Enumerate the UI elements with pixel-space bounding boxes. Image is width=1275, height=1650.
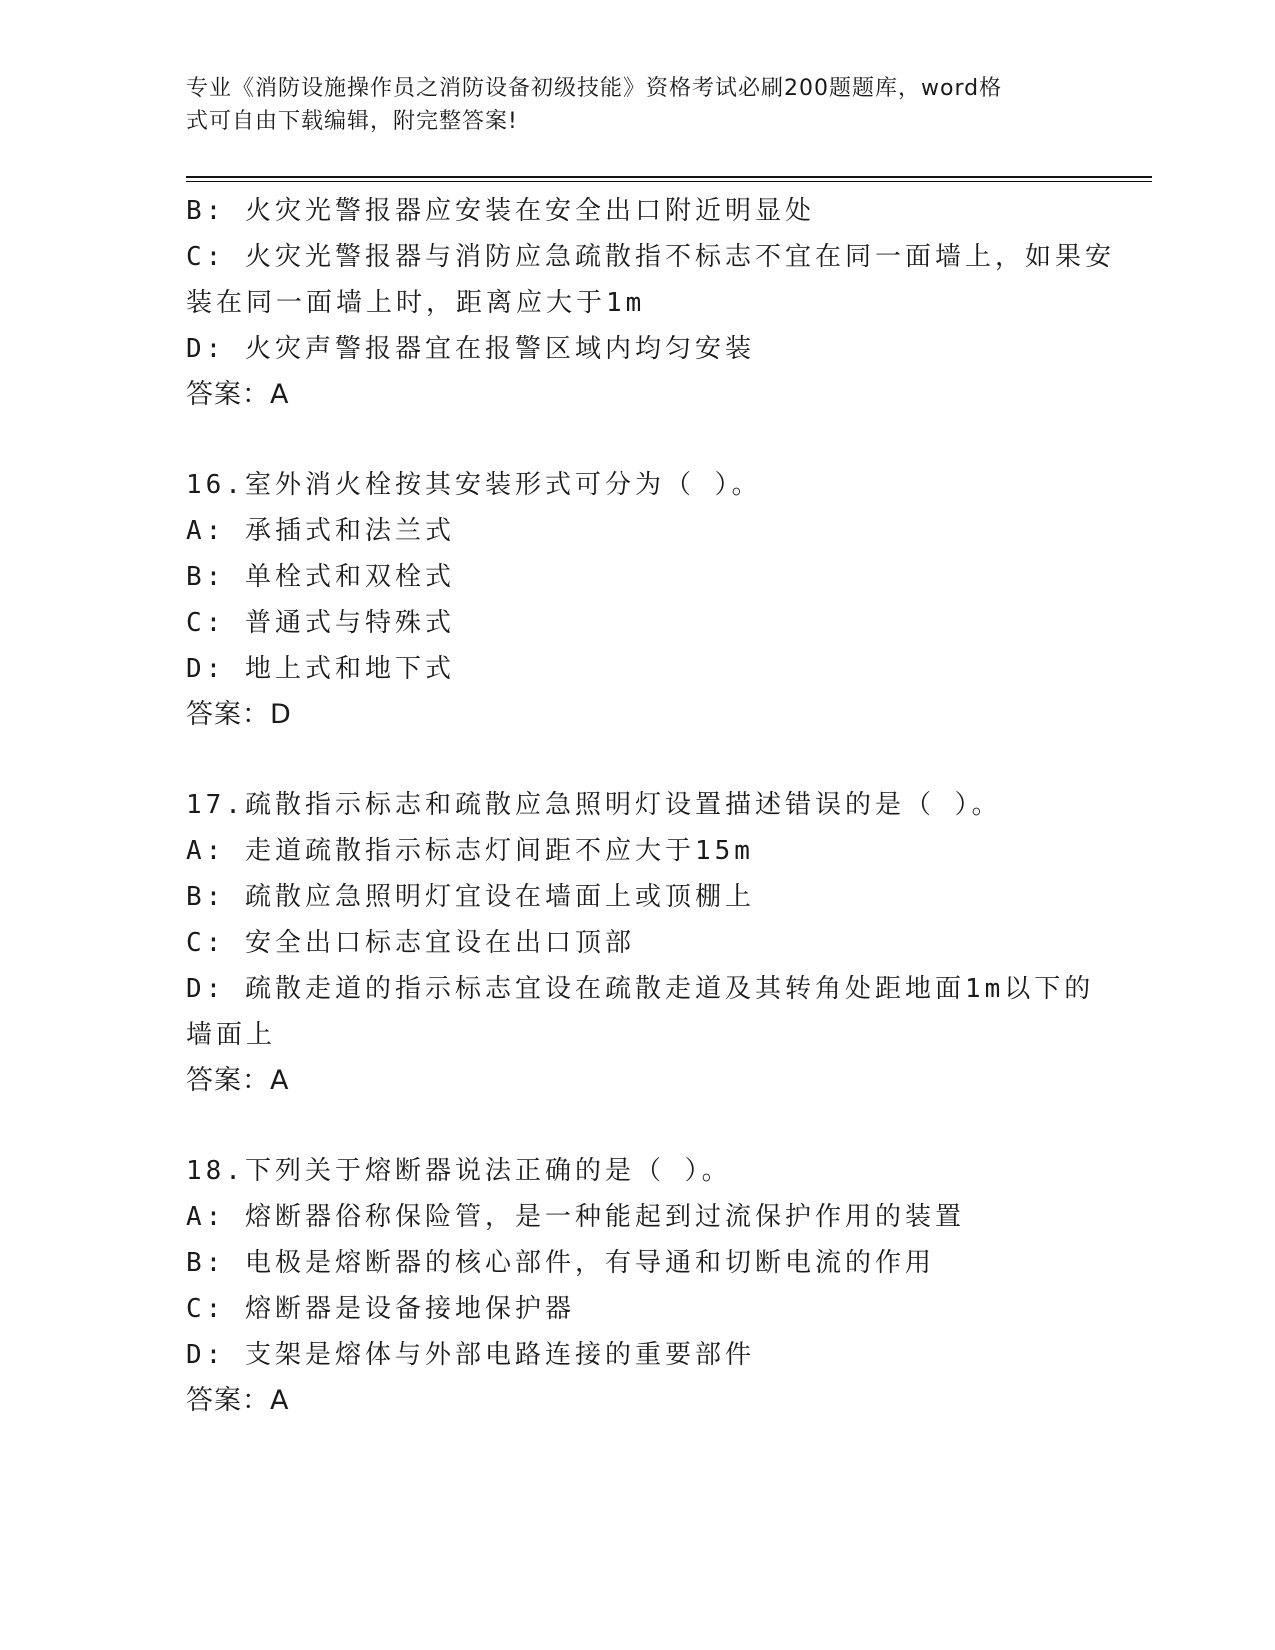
option-d: D: 地上式和地下式: [186, 654, 455, 684]
spacer: [186, 1104, 1086, 1148]
question-17: [186, 782, 1095, 1104]
option-c: C: 火灾光警报器与消防应急疏散指不标志不宜在同一面墙上，如果安: [186, 242, 1115, 272]
answer: 答案：A: [186, 379, 290, 410]
option-d-continued: 墙面上: [186, 1020, 277, 1050]
answer: 答案：A: [186, 1385, 290, 1416]
option-d: D: 火灾声警报器宜在报警区域内均匀安装: [186, 334, 755, 364]
spacer: [186, 418, 1086, 462]
answer: 答案：A: [186, 1065, 290, 1096]
header-line-2: 式可自由下载编辑，附完整答案!: [186, 109, 518, 134]
question-text: 16.室外消火栓按其安装形式可分为（ ）。: [186, 470, 762, 500]
option-a: A: 熔断器俗称保险管，是一种能起到过流保护作用的装置: [186, 1202, 965, 1232]
answer: 答案：D: [186, 699, 292, 730]
question-18: [186, 1148, 1086, 1424]
document-header: [186, 72, 1066, 138]
question-text: 17.疏散指示标志和疏散应急照明灯设置描述错误的是（ ）。: [186, 790, 1002, 820]
header-line-1: 专业《消防设施操作员之消防设备初级技能》资格考试必刷200题题库，word格: [186, 76, 1003, 101]
question-16: [186, 462, 1086, 738]
spacer: [186, 738, 1086, 782]
option-c: C: 熔断器是设备接地保护器: [186, 1294, 575, 1324]
option-b: B: 单栓式和双栓式: [186, 562, 455, 592]
option-b: B: 疏散应急照明灯宜设在墙面上或顶棚上: [186, 882, 755, 912]
option-a: A: 走道疏散指示标志灯间距不应大于15m: [186, 836, 754, 866]
option-c: C: 普通式与特殊式: [186, 608, 455, 638]
option-d: D: 支架是熔体与外部电路连接的重要部件: [186, 1340, 755, 1370]
option-d: D: 疏散走道的指示标志宜设在疏散走道及其转角处距地面1m以下的: [186, 974, 1095, 1004]
question-15-continued: [186, 188, 1115, 418]
option-c-continued: 装在同一面墙上时，距离应大于1m: [186, 288, 646, 318]
question-text: 18.下列关于熔断器说法正确的是（ ）。: [186, 1156, 732, 1186]
option-c: C: 安全出口标志宜设在出口顶部: [186, 928, 635, 958]
document-body: [186, 188, 1115, 1424]
header-divider-thin: [186, 181, 1152, 182]
header-divider-thick: [186, 176, 1152, 178]
option-a: A: 承插式和法兰式: [186, 516, 455, 546]
option-b: B: 电极是熔断器的核心部件，有导通和切断电流的作用: [186, 1248, 935, 1278]
option-b: B: 火灾光警报器应安装在安全出口附近明显处: [186, 196, 815, 226]
